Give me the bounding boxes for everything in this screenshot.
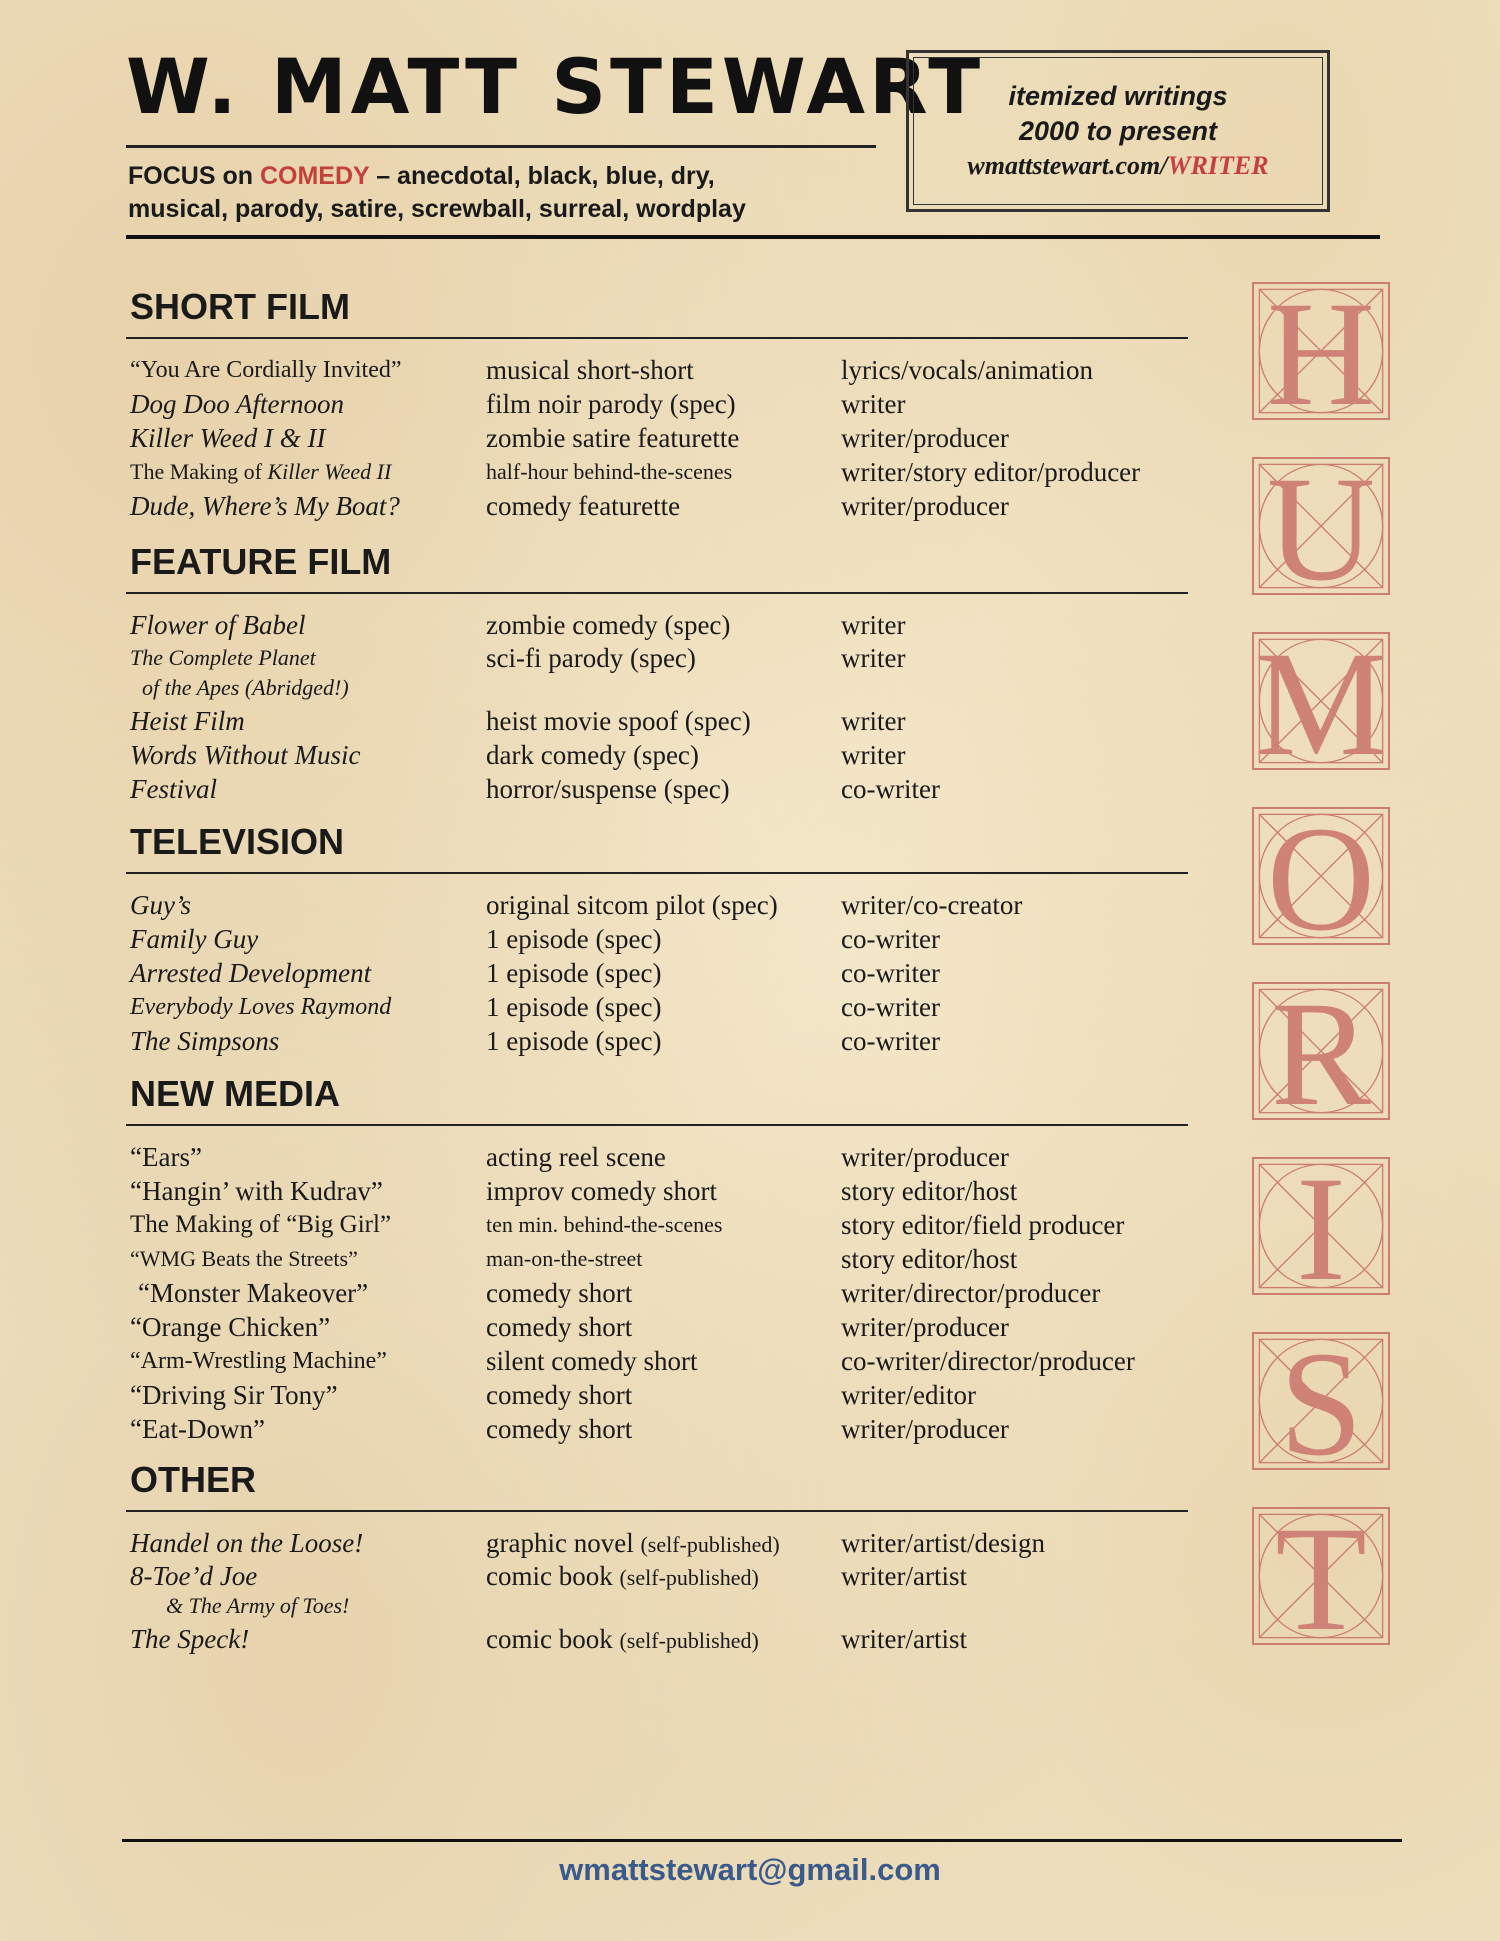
work-role: writer/producer <box>841 490 1009 521</box>
list-item <box>126 1412 1188 1446</box>
tile-letter: R <box>1270 971 1372 1137</box>
work-title: Family Guy <box>130 923 259 954</box>
name-underline <box>126 145 876 148</box>
work-title: “Eat-Down” <box>130 1413 265 1444</box>
work-role: writer/producer <box>841 422 1009 453</box>
section-feature-film <box>126 542 1188 806</box>
list-item <box>126 353 1188 387</box>
list-item <box>126 608 1188 642</box>
work-title: “Orange Chicken” <box>130 1311 331 1342</box>
work-title: Handel on the Loose! <box>130 1527 364 1558</box>
header-divider <box>126 235 1380 239</box>
work-title <box>126 1560 486 1620</box>
work-title: The Making of “Big Girl” <box>130 1211 392 1238</box>
work-type <box>486 1528 841 1559</box>
section-divider <box>126 592 1188 594</box>
list-item <box>126 1276 1188 1310</box>
list-item <box>126 1242 1188 1276</box>
work-type: comedy short <box>486 1379 633 1410</box>
work-type: zombie satire featurette <box>486 422 740 453</box>
work-type: comedy short <box>486 1277 633 1308</box>
work-role: co-writer <box>841 773 940 804</box>
author-name: W. MATT STEWART <box>126 42 985 131</box>
work-title-line2: of the Apes (Abridged!) <box>142 675 349 700</box>
section-divider <box>126 1510 1188 1512</box>
work-type: half-hour behind-the-scenes <box>486 459 733 484</box>
list-item <box>126 1378 1188 1412</box>
work-type: man-on-the-street <box>486 1246 643 1271</box>
work-role: writer/artist <box>841 1623 967 1654</box>
letter-tile <box>1252 446 1390 612</box>
work-title: Flower of Babel <box>130 609 306 640</box>
work-type: 1 episode (spec) <box>486 991 662 1022</box>
work-title-line2: & The Army of Toes! <box>166 1593 350 1618</box>
work-role: writer <box>841 643 906 673</box>
work-type: 1 episode (spec) <box>486 957 662 988</box>
work-type: 1 episode (spec) <box>486 923 662 954</box>
work-type-note: (self-published) <box>640 1531 780 1557</box>
letter-tile <box>1252 271 1390 437</box>
work-title-line1: The Complete Planet <box>130 645 316 670</box>
work-role: writer <box>841 705 906 736</box>
section-title: NEW MEDIA <box>130 1073 340 1114</box>
letter-tile <box>1252 621 1390 787</box>
list-item <box>126 421 1188 455</box>
list-item <box>126 1560 1188 1622</box>
list-item <box>126 990 1188 1024</box>
work-type-main: graphic novel <box>486 1527 634 1558</box>
work-title: “Ears” <box>130 1141 202 1172</box>
work-title: “You Are Cordially Invited” <box>130 356 402 383</box>
focus-line2: musical, parody, satire, screwball, surreal, wordplay <box>128 195 746 223</box>
work-title: “Driving Sir Tony” <box>130 1379 338 1410</box>
work-title-line1: 8-Toe’d Joe <box>130 1561 258 1591</box>
work-title: Arrested Development <box>130 957 372 988</box>
work-role: writer <box>841 609 906 640</box>
box-line2: 2000 to present <box>1018 116 1218 146</box>
list-item <box>126 1208 1188 1242</box>
letter-tile <box>1252 796 1390 962</box>
list-item <box>126 1344 1188 1378</box>
footer-divider <box>122 1839 1402 1842</box>
focus-prefix: FOCUS on <box>128 162 253 190</box>
letter-tile <box>1252 1496 1390 1662</box>
list-item <box>126 738 1188 772</box>
work-role: writer/co-creator <box>841 889 1023 920</box>
work-title: Dog Doo Afternoon <box>130 388 344 419</box>
work-type-note: (self-published) <box>619 1565 759 1590</box>
work-title-prefix: The Making of <box>130 459 262 484</box>
letter-tile <box>1252 1146 1390 1312</box>
section-title: OTHER <box>130 1459 256 1500</box>
work-type: improv comedy short <box>486 1175 717 1206</box>
tile-letter: T <box>1275 1496 1367 1662</box>
work-title: “WMG Beats the Streets” <box>130 1246 358 1271</box>
section-short-film <box>126 287 1188 523</box>
list-item <box>126 387 1188 421</box>
focus-rest: – anecdotal, black, blue, dry, <box>376 162 715 190</box>
list-item <box>126 922 1188 956</box>
work-role: co-writer <box>841 1025 940 1056</box>
work-title: “Arm-Wrestling Machine” <box>130 1347 387 1374</box>
work-role: writer/producer <box>841 1141 1009 1172</box>
humorist-column <box>1252 271 1394 1682</box>
work-type: comedy short <box>486 1413 633 1444</box>
section-title: TELEVISION <box>130 821 345 862</box>
work-title: Killer Weed I & II <box>130 422 326 453</box>
section-new-media <box>126 1074 1188 1446</box>
work-title: Guy’s <box>130 889 192 920</box>
work-role: writer/editor <box>841 1379 976 1410</box>
letter-tile <box>1252 1321 1390 1487</box>
work-title: The Speck! <box>130 1623 250 1654</box>
work-role: writer/story editor/producer <box>841 456 1141 487</box>
work-title: Heist Film <box>130 705 245 736</box>
list-item <box>126 642 1188 704</box>
focus-accent: COMEDY <box>259 162 370 190</box>
work-role: story editor/field producer <box>841 1209 1125 1240</box>
work-type-main: comic book <box>486 1561 613 1591</box>
list-item <box>126 772 1188 806</box>
work-type: silent comedy short <box>486 1345 698 1376</box>
work-type: 1 episode (spec) <box>486 1025 662 1056</box>
work-role: writer <box>841 388 906 419</box>
work-title: Festival <box>130 773 217 804</box>
work-role: writer/producer <box>841 1413 1009 1444</box>
work-type-main: comic book <box>486 1623 613 1654</box>
tile-letter: O <box>1266 796 1376 962</box>
tile-letter: U <box>1266 446 1376 612</box>
section-divider <box>126 337 1188 339</box>
work-title: Words Without Music <box>130 739 361 770</box>
focus-statement <box>128 160 888 226</box>
work-type: acting reel scene <box>486 1141 666 1172</box>
work-title <box>126 642 486 702</box>
list-item <box>126 1140 1188 1174</box>
work-title: The Simpsons <box>130 1025 280 1056</box>
section-other <box>126 1460 1188 1656</box>
work-role: lyrics/vocals/animation <box>841 354 1093 385</box>
list-item <box>126 704 1188 738</box>
work-title: “Hangin’ with Kudrav” <box>130 1175 383 1206</box>
work-role: writer/artist/design <box>841 1527 1045 1558</box>
work-type: film noir parody (spec) <box>486 388 736 419</box>
box-url[interactable] <box>909 149 1327 183</box>
list-item <box>126 1024 1188 1058</box>
contact-email-link[interactable]: wmattstewart@gmail.com <box>559 1852 941 1887</box>
itemized-writings-box <box>906 50 1330 212</box>
list-item <box>126 1174 1188 1208</box>
work-role: co-writer <box>841 991 940 1022</box>
work-role: co-writer <box>841 923 940 954</box>
tile-letter: S <box>1279 1321 1363 1487</box>
work-role: writer <box>841 739 906 770</box>
work-type: comedy short <box>486 1311 633 1342</box>
tile-letter: I <box>1296 1146 1346 1312</box>
work-role: story editor/host <box>841 1243 1018 1274</box>
work-role: story editor/host <box>841 1175 1018 1206</box>
work-type-note: (self-published) <box>619 1627 759 1653</box>
section-divider <box>126 1124 1188 1126</box>
list-item <box>126 956 1188 990</box>
list-item <box>126 455 1188 489</box>
work-type: heist movie spoof (spec) <box>486 705 751 736</box>
work-type: sci-fi parody (spec) <box>486 643 696 673</box>
work-type: comedy featurette <box>486 490 681 521</box>
work-title: Dude, Where’s My Boat? <box>130 490 400 521</box>
section-title: FEATURE FILM <box>130 541 392 582</box>
work-type <box>486 1560 841 1594</box>
tile-letter: H <box>1266 271 1376 437</box>
work-title: “Monster Makeover” <box>138 1277 369 1308</box>
section-television <box>126 822 1188 1058</box>
list-item <box>126 888 1188 922</box>
work-role: co-writer/director/producer <box>841 1345 1135 1376</box>
work-role: writer/artist <box>841 1561 967 1591</box>
tile-letter: M <box>1254 621 1388 787</box>
box-url-prefix: wmattstewart.com/ <box>967 151 1168 180</box>
work-role: co-writer <box>841 957 940 988</box>
section-title: SHORT FILM <box>130 286 350 327</box>
work-role: writer/director/producer <box>841 1277 1101 1308</box>
list-item <box>126 1622 1188 1656</box>
letter-tile <box>1252 971 1390 1137</box>
work-title-italic: Killer Weed II <box>267 459 392 484</box>
work-type <box>486 1624 841 1655</box>
list-item <box>126 1526 1188 1560</box>
work-role: writer/producer <box>841 1311 1009 1342</box>
work-type: horror/suspense (spec) <box>486 773 730 804</box>
list-item <box>126 489 1188 523</box>
list-item <box>126 1310 1188 1344</box>
work-type: original sitcom pilot (spec) <box>486 889 778 920</box>
box-line1: itemized writings <box>1008 81 1228 111</box>
box-url-accent: WRITER <box>1167 151 1269 180</box>
work-type: musical short-short <box>486 354 694 385</box>
work-type: dark comedy (spec) <box>486 739 699 770</box>
work-title <box>126 459 486 485</box>
work-title: Everybody Loves Raymond <box>130 993 392 1020</box>
section-divider <box>126 872 1188 874</box>
work-type: zombie comedy (spec) <box>486 609 731 640</box>
work-type: ten min. behind-the-scenes <box>486 1212 723 1237</box>
